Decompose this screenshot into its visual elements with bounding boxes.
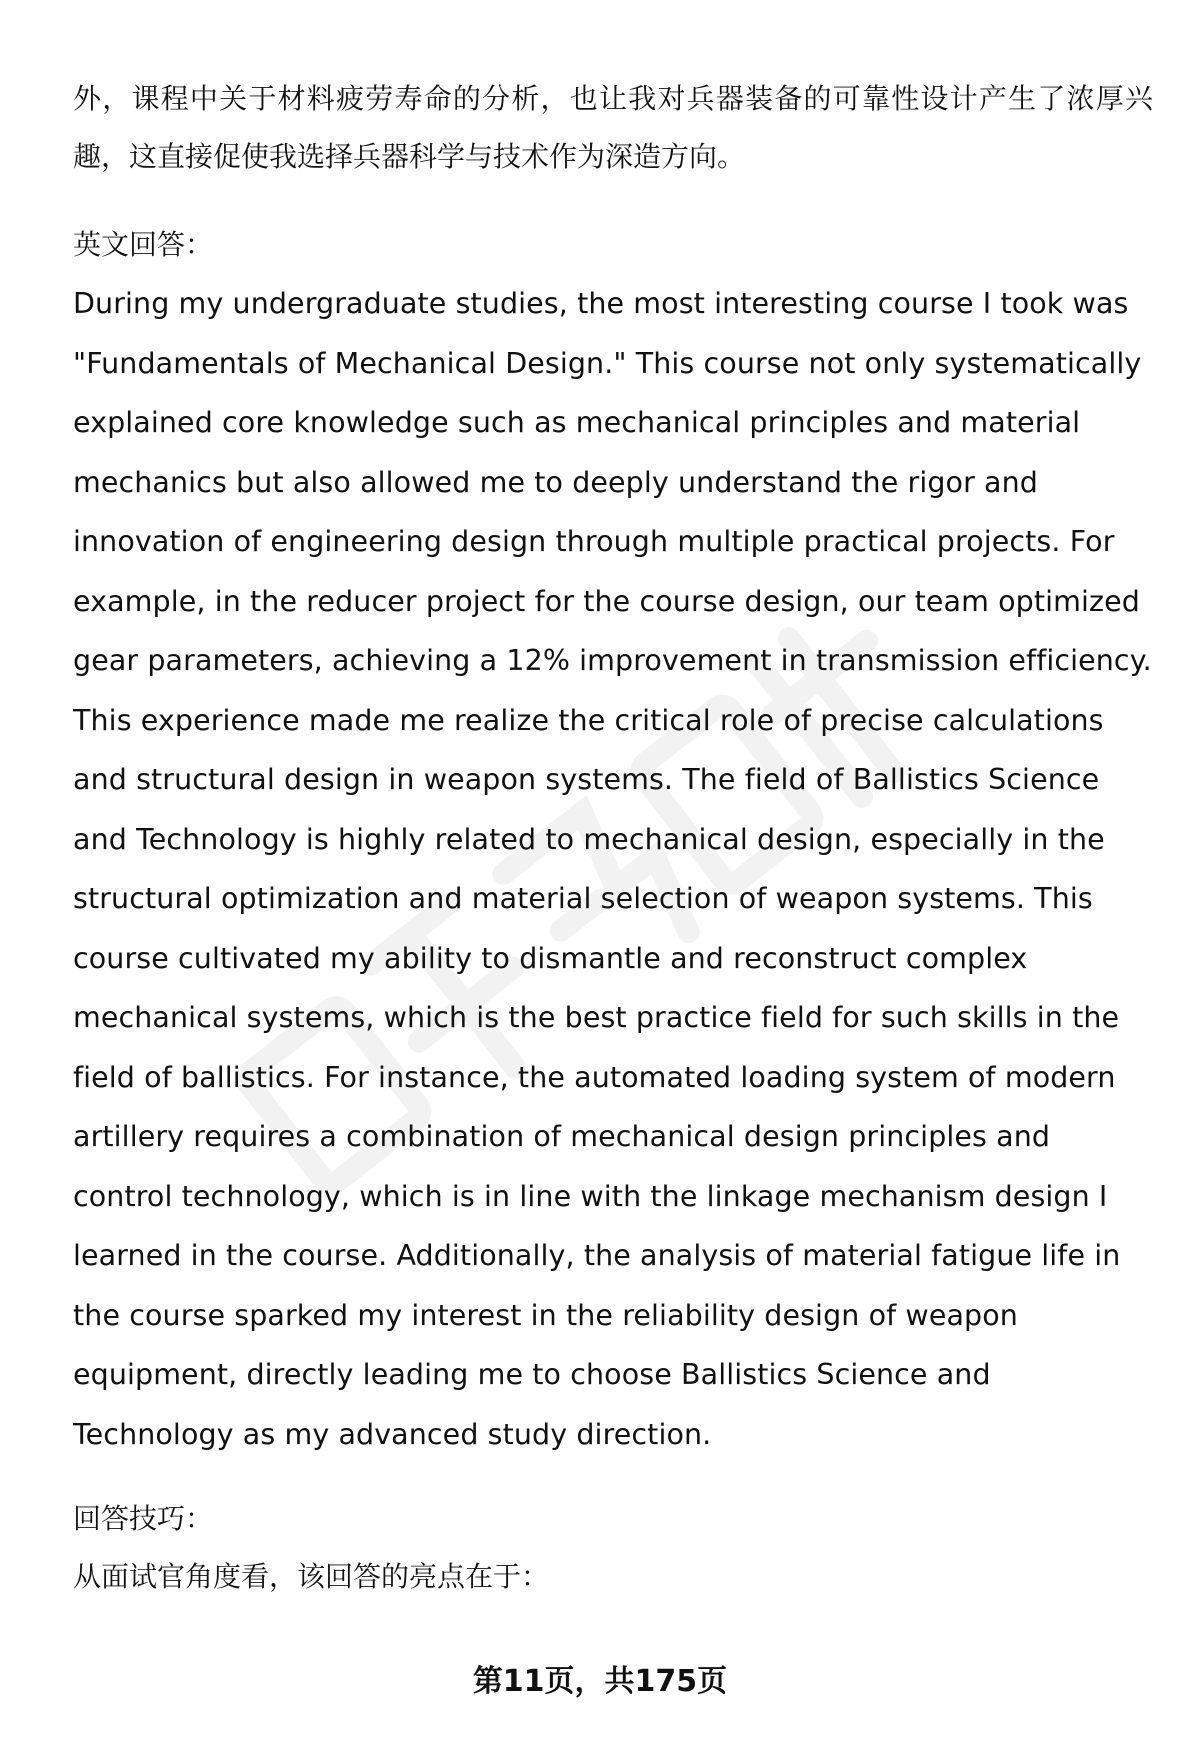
document-body [73, 70, 1153, 1606]
answer-tips-heading: 回答技巧： [73, 1502, 214, 1535]
english-answer-paragraph: During my undergraduate studies, the most interesting course I took was "Fundamentals of Mechanical Design." This course not only systematically explained core knowledge such as mechanical principles and material mechanics but also allowed me to deeply understand the rigor and innovation of engineering design through multiple practical projects. For example, in the reducer project for the course design, our team optimized gear parameters, achieving a 12% improvement in transmission efficiency. This experience made me realize the critical role of precise calculations and structural design in weapon systems. The field of Ballistics Science and Technology is highly related to mechanical design, especially in the structural optimization and material selection of weapon systems. This course cultivated my ability to dismantle and reconstruct complex mechanical systems, which is the best practice field for such skills in the field of ballistics. For instance, the automated loading system of modern artillery requires a combination of mechanical design principles and control technology, which is in line with the linkage mechanism design I learned in the course. Additionally, the analysis of material fatigue life in the course sparked my interest in the reliability design of weapon equipment, directly leading me to choose Ballistics Science and Technology as my advanced study direction. [73, 287, 1152, 1451]
page-number-footer: 第11页，共175页 [472, 1664, 728, 1699]
answer-tips-intro: 从面试官角度看，该回答的亮点在于： [73, 1560, 550, 1593]
english-answer-heading: 英文回答： [73, 228, 214, 261]
chinese-answer-continuation: 外，课程中关于材料疲劳寿命的分析，也让我对兵器装备的可靠性设计产生了浓厚兴趣，这直接促使我选择兵器科学与技术作为深造方向。 [73, 82, 1153, 173]
